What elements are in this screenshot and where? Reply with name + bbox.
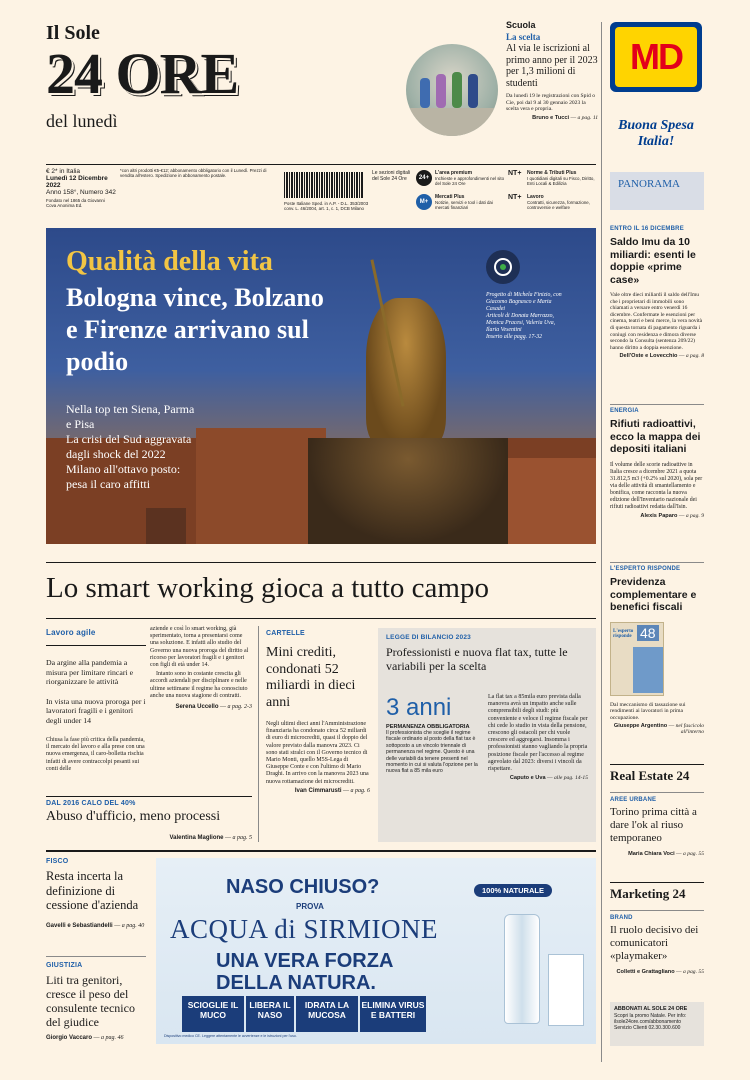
school-author: Bruno e Tucci <box>532 114 570 121</box>
md-line2: Italia! <box>637 134 675 149</box>
abuso-kicker: DAL 2016 CALO DEL 40% <box>46 800 136 807</box>
energia-rule <box>610 562 704 563</box>
fisco-headline[interactable]: Resta incerta la definizione di cessione d'azienda <box>46 869 139 912</box>
strip-top-rule <box>46 164 596 165</box>
subscribe-box[interactable] <box>610 1002 704 1046</box>
hero-project: Progetto di Michela Finizio, con Giacomo Bagnasco e Marta Casadei <box>486 292 562 312</box>
mk-page: a pag. 55 <box>683 969 704 975</box>
service-1[interactable] <box>416 170 506 186</box>
smart-author: Serena Uccello <box>175 704 219 711</box>
abuso-top-rule <box>46 796 252 797</box>
school-headline[interactable]: Al via le iscrizioni al primo anno per il 2023 per 1,3 milioni di studenti <box>506 43 598 89</box>
acqua-benefit-2: LIBERA IL NASO <box>246 996 294 1032</box>
hero-sub3: Milano all'ottavo posto: pesa il caro affitti <box>66 462 181 491</box>
re-author: Maria Chiara Voci <box>628 851 675 857</box>
re-page: a pag. 55 <box>683 851 704 857</box>
school-text: Da lunedì 19 le registrazioni con Spid o Cie, poi dal 9 al 30 gennaio 2023 la scelta vera e propria. <box>506 93 596 113</box>
re-headline[interactable]: Torino prima città a dare l'ok al riuso temporaneo <box>610 806 697 844</box>
acqua-claim2: DELLA NATURA. <box>216 972 376 994</box>
fisco-kicker: FISCO <box>46 858 69 865</box>
giustizia-kicker: GIUSTIZIA <box>46 962 83 969</box>
hero-headline[interactable]: Bologna vince, Bolzano e Firenze arrivano sul podio <box>66 283 324 376</box>
md-logo <box>610 22 702 92</box>
school-photo <box>406 44 498 136</box>
service-1-title: L'area premium <box>435 170 473 176</box>
school-page: a pag. 11 <box>577 114 598 121</box>
mk-title[interactable]: Marketing 24 <box>610 886 686 901</box>
service-2-title: Mercati Plus <box>435 194 465 200</box>
issue: Anno 158°, Numero 342 <box>46 189 116 196</box>
re-rule <box>610 764 704 765</box>
esperto-headline[interactable]: Previdenza complementare e benefici fiscali <box>610 576 697 613</box>
acqua-benefit-4: ELIMINA VIRUS E BATTERI <box>360 996 426 1032</box>
md-ad[interactable] <box>608 22 704 162</box>
flat-big: 3 anni <box>386 694 452 721</box>
esperto-page: nel fascicolo all'interno <box>675 722 704 735</box>
school-label: La scelta <box>506 32 541 42</box>
abuso-story[interactable]: DAL 2016 CALO DEL 40% Abuso d'ufficio, meno processi Valentina Maglione — a pag. 5 <box>46 800 252 841</box>
fisco-rule <box>46 956 146 957</box>
service-2[interactable] <box>416 194 506 210</box>
cartelle-body: Negli ultimi dieci anni l'Amministrazione finanziaria ha condonato circa 52 miliardi di euro di microcrediti, quasi il doppio del valore previsto dalla manovra 2023. Ci sono stati stralci con il Governo tecnico di Mario Monti, quello M5S-Lega di Giuseppe Conte e con l'ultimo di Mario Draghi. In arrivo con la manovra 2023 una nuova rottamazione dei microcrediti. <box>266 721 369 785</box>
service-3[interactable] <box>508 170 598 186</box>
smart-headline[interactable]: Lo smart working gioca a tutto campo <box>46 572 489 604</box>
marketing-section[interactable]: Marketing 24 BRAND Il ruolo decisivo dei comunicatori «playmaker» Colletti e Grattagliano — a pag. 55 <box>610 886 704 975</box>
smart-kicker: Lavoro agile <box>46 628 146 646</box>
flat-tax-box[interactable] <box>378 628 596 842</box>
hero-articles: Articoli di Donata Marrazzo, Monica Pracesi, Valeria Uva, Ilaria Vesentini <box>486 313 556 333</box>
service-2-badge: M+ <box>416 194 432 210</box>
flat-box-kicker: PERMANENZA OBBLIGATORIA <box>386 724 470 730</box>
column-rule-right <box>601 22 602 1062</box>
info-strip <box>46 168 596 220</box>
flat-box-text: Il professionista che sceglie il regime fiscale ordinario al posto della flat tax è sottoposto a un vincolo triennale di permanenza nel regime. Questo è una delle variabili da tenere presenti nel momento in cui si valuta l'opzione per la nuova flat a 85 mila euro <box>386 730 478 775</box>
esperto-cover <box>610 622 664 696</box>
smart-body3: Intanto sono in costante crescita gli accordi aziendali per disciplinare e nelle ultime settimane il regime ha conosciuto anche una nuova stagione di contratti. <box>150 671 248 699</box>
flat-headline[interactable]: Professionisti e nuova flat tax, tutte le variabili per la scelta <box>386 645 568 673</box>
imu-rule <box>610 404 704 405</box>
esperto-body: Dal meccanismo di tassazione sui rendimenti ai lavoratori in prima occupazione. <box>610 701 686 722</box>
md-line1: Buona Spesa <box>618 118 694 133</box>
esperto-author: Giuseppe Argentino <box>613 722 668 729</box>
acqua-claim1: UNA VERA FORZA <box>216 950 394 972</box>
smart-body2: aziende e così lo smart working, già sperimentato, torna a presentarsi come una soluzione. E infatti allo studio del Governo una nuova proroga del diritto al ricorso per lavoratori fragili e i genitori con figli di età under 14. <box>150 626 249 669</box>
energia-page: a pag. 9 <box>685 512 704 519</box>
mk-headline[interactable]: Il ruolo decisivo dei comunicatori «playmaker» <box>610 924 699 962</box>
acqua-ad[interactable] <box>156 858 596 1044</box>
cartelle-page: a pag. 6 <box>350 787 370 794</box>
panorama-label[interactable]: PANORAMA <box>610 172 704 210</box>
cartelle-author: Ivan Cimmarusti <box>294 787 342 794</box>
date: Lunedì 12 Dicembre 2022 <box>46 175 108 189</box>
flat-aside <box>386 694 482 775</box>
energia-headline[interactable]: Rifiuti radioattivi, ecco la mappa dei depositi italiani <box>610 418 701 455</box>
service-1-badge: 24+ <box>416 170 432 186</box>
neptune-statue <box>366 298 446 448</box>
flat-kicker: LEGGE DI BILANCIO 2023 <box>386 634 471 641</box>
cartelle-story[interactable]: CARTELLE Mini crediti, condonati 52 miliardi in dieci anni Negli ultimi dieci anni l'Amministrazione finanziaria ha condonato circa 52 miliardi di euro di microcrediti, quasi il doppio del valore previsto dalla manovra 2023. Ci sono stati stralci con il Governo tecnico di Mario Monti, quello M5S-Lega di Giuseppe Conte e con l'ultimo di Mario Draghi. In arrivo con la manovra 2023 una nuova rottamazione dei microcrediti. Ivan Cimmarusti — a pag. 6 <box>266 630 370 794</box>
hero-kicker: Qualità della vita <box>66 246 273 277</box>
acqua-line1: NASO CHIUSO? <box>226 876 380 898</box>
smart-sub1: Da argine alla pandemia a misura per limitare rincari e riorganizzare le attività <box>46 658 134 686</box>
abuso-author: Valentina Maglione <box>169 835 224 841</box>
flat-col: La flat tax a 85mila euro prevista dalla manovra avrà un impatto anche sulle comprensibili degli studi: più conveniente e veloce il regime fiscale per chi cede lo studio in vista della pensione, crescono gli ostacoli per chi vuole crescere ed aggregarsi. Insomma i professionisti stanno vagliando la propria posizione fiscale per l'accesso al regime agevolato dal 2023: diversi i vincoli da rispettare. Caputo e Uva — alle pag. 14-15 <box>488 694 588 782</box>
flat-page: alle pag. 14-15 <box>553 775 588 782</box>
acqua-benefit-1: SCIOGLIE IL MUCO <box>182 996 244 1032</box>
esperto-cover-num: 48 <box>637 625 659 641</box>
cartelle-headline[interactable]: Mini crediti, condonati 52 miliardi in dieci anni <box>266 645 356 710</box>
smart-col2: aziende e così lo smart working, già sperimentato, torna a presentarsi come una soluzione. E infatti allo studio del Governo una nuova proroga del diritto al ricorso per lavoratori fragili e i genitori con figli di età under 14. Intanto sono in costante crescita gli accordi aziendali per disciplinare e nelle ultime settimane il regime ha conosciuto anche una nuova stagione di contratti. Serena Uccello — a pag. 2-3 <box>150 626 252 711</box>
fisco-story[interactable]: FISCO Resta incerta la definizione di cessione d'azienda Gavelli e Sebastiandelli — a pag. 40 <box>46 858 145 929</box>
giustizia-story[interactable]: GIUSTIZIA Liti tra genitori, cresce il peso del consulente tecnico del giudice Giorgio Vaccaro — a pag. 46 <box>46 962 146 1041</box>
hero-sub1: Nella top ten Siena, Parma e Pisa <box>66 402 195 431</box>
esperto-cover-title: L'esperto risponde <box>613 628 634 639</box>
service-1-text: Inchieste e approfondimenti nel sito del Sole 24 Ore <box>435 176 505 187</box>
esperto-kicker: L'ESPERTO RISPONDE <box>610 566 681 572</box>
abuso-headline[interactable]: Abuso d'ufficio, meno processi <box>46 809 221 824</box>
founded: Fondato nel 1865 da Giovanni Cova Anonima Ed. <box>46 198 105 209</box>
strip-fine: *con altri prodotti €5-€12; abbonamento obbligatorio con il Lunedì. Prezzi di vendita all'estero. Spedizione in abbonamento postale. <box>120 168 267 179</box>
acqua-benefit-3: IDRATA LA MUCOSA <box>296 996 358 1032</box>
energia-author: Alexis Paparo <box>640 512 678 519</box>
acqua-badge: 100% NATURALE <box>474 884 552 897</box>
smart-sub2: In vista una nuova proroga per i lavoratori fragili e i genitori degli under 14 <box>46 696 146 725</box>
school-story[interactable]: Scuola La scelta Al via le iscrizioni al primo anno per il 2023 per 1,3 milioni di studenti Da lunedì 19 le registrazioni con Spid o Cie, poi dal 9 al 30 gennaio 2023 la scelta vera e propria. Bruno e Tucci — a pag. 11 <box>506 20 598 121</box>
school-kicker: Scuola <box>506 20 536 30</box>
masthead-title[interactable]: 24 ORE <box>46 41 239 106</box>
col-rule-a <box>258 626 259 842</box>
re-kicker: AREE URBANE <box>610 792 704 803</box>
fisco-author: Gavelli e Sebastiandelli <box>46 922 113 929</box>
barcode <box>284 172 364 198</box>
strip-sezioni: Le sezioni digitali del Sole 24 Ore <box>372 170 411 182</box>
masthead-subtitle: del lunedì <box>46 111 118 131</box>
acqua-line2: PROVA <box>296 902 324 911</box>
subscribe-title: ABBONATI AL SOLE 24 ORE <box>614 1006 688 1012</box>
price: € 2* in Italia <box>46 168 80 175</box>
qualita-icon <box>486 250 520 284</box>
service-3-title: Norme & Tributi Plus <box>527 170 577 176</box>
smart-page: a pag. 2-3 <box>227 704 252 711</box>
hero-credits <box>486 292 566 341</box>
imu-kicker: ENTRO IL 16 DICEMBRE <box>610 226 684 232</box>
imu-author: Dell'Oste e Lovecchio <box>619 353 678 360</box>
lower-rule <box>46 850 596 852</box>
giustizia-page: a pag. 46 <box>101 1035 124 1041</box>
hero-bottom-rule <box>46 562 596 563</box>
flat-author: Caputo e Uva <box>509 775 546 782</box>
masthead-il-sole: Il Sole <box>46 22 100 44</box>
masthead <box>46 22 316 162</box>
acqua-bottle <box>504 914 540 1024</box>
md-logo-text: MD <box>630 36 682 77</box>
energia-story[interactable]: ENERGIA Rifiuti radioattivi, ecco la mappa dei depositi italiani Il volume delle scorie radioattive in Italia cresce a dicembre 2021 a quota 31.812,5 m3 (+0.2% sul 2020), sola per via delle attività di smantellamento e bonifica, come racconta la nuova edizione dell'Inventario nazionale dei rifiuti radioattivi redatta dall'Isin. Alexis Paparo — a pag. 9 <box>610 408 704 519</box>
acqua-legal: Dispositivo medico CE. Leggere attentamente le avvertenze e le istruzioni per l'uso. <box>164 1034 297 1038</box>
service-4-title: Lavoro <box>527 194 544 200</box>
service-4-badge: NT+ <box>508 194 522 201</box>
fisco-page: a pag. 40 <box>121 922 145 929</box>
giustizia-headline[interactable]: Liti tra genitori, cresce il peso del consulente tecnico del giudice <box>46 973 135 1029</box>
mk-author: Colletti e Grattagliano <box>616 969 675 975</box>
acqua-box <box>548 954 584 1026</box>
service-2-text: Notizie, servizi e tool i dati dai mercati finanziari <box>435 200 493 211</box>
imu-headline[interactable]: Saldo Imu da 10 miliardi: esenti le doppie «prime case» <box>610 236 696 286</box>
abuso-page: a pag. 5 <box>232 835 252 841</box>
mk-kicker: BRAND <box>610 910 704 921</box>
service-3-text: I quotidiani digitali su Fisco, Diritto, Enti Locali & Edilizia <box>527 176 595 187</box>
smart-body1: Chiusa la fase più critica della pandemia, il mercato del lavoro e alla prese con una nuova emergenza, il caro-bolletta rischia infatti di avere contraccolpi pesanti sui conti delle <box>46 737 145 772</box>
barcode-text: Poste Italiane Sped. in A.P. - D.L. 353/2003 conv. L. 46/2004, art. 1, c. 1, DCB Milano <box>284 201 369 212</box>
cartelle-kicker: CARTELLE <box>266 630 305 637</box>
smart-rule <box>46 618 596 619</box>
esperto-story[interactable]: L'ESPERTO RISPONDE Previdenza complementare e benefici fiscali L'esperto risponde 48 Dal meccanismo di tassazione sui rendimenti ai lavoratori in prima occupazione. Giuseppe Argentino — nel fascicolo all'interno <box>610 566 704 735</box>
imu-page: a pag. 8 <box>685 353 704 360</box>
imu-story[interactable]: ENTRO IL 16 DICEMBRE Saldo Imu da 10 miliardi: esenti le doppie «prime case» Vale oltre dieci miliardi il saldo dell'Imu che i proprietari di immobili sono chiamati a versare entro venerdì 16 dicembre. Confermate le esenzioni per cinema, teatri e beni merce, la vera novità di questa tornata di pagamento riguarda i coniugi con residenza e dimora diverse secondo la Consulta (sentenza 209/22) hanno diritto a doppia esenzione. Dell'Oste e Lovecchio — a pag. 8 <box>610 226 704 360</box>
energia-kicker: ENERGIA <box>610 408 639 414</box>
hero-sub2: La crisi del Sud aggravata dagli shock del 2022 <box>66 432 192 461</box>
mk-rule <box>610 882 704 883</box>
hero-insert: Inserto alle pagg. 17-32 <box>486 334 543 340</box>
flat-body: La flat tax a 85mila euro prevista dalla manovra avrà un impatto anche sulle comprensibili degli studi: più conveniente e veloce il regime fiscale per chi cede lo studio in vista della pensione, crescono gli ostacoli per chi vuole crescere ed aggregarsi. Insomma i professionisti stanno vagliando la propria posizione fiscale per l'accesso al regime agevolato dal 2023: diversi i vincoli da rispettare. <box>488 694 588 773</box>
giustizia-author: Giorgio Vaccaro <box>46 1035 93 1041</box>
smart-col1 <box>46 628 146 773</box>
imu-body: Vale oltre dieci miliardi il saldo dell'Imu che i proprietari di immobili sono chiamati a versare entro venerdì 16 dicembre. Confermate le esenzioni per cinema, teatri e beni merce, la vera novità di questa tornata di pagamento riguarda i coniugi con residenza e dimora diverse secondo la Consulta (sentenza 209/22) hanno diritto a doppia esenzione. <box>610 292 703 351</box>
real-estate-section[interactable]: Real Estate 24 AREE URBANE Torino prima città a dare l'ok al riuso temporaneo Maria Chiara Voci — a pag. 55 <box>610 768 704 857</box>
subscribe-text: Scopri la promo Natale. Per info: ilsole24ore.com/abbonamento Servizio Clienti 02.30.300.600 <box>614 1013 687 1031</box>
service-3-badge: NT+ <box>508 170 522 177</box>
acqua-brand: ACQUA di SIRMIONE <box>170 914 439 944</box>
service-4-text: Contratti, sicurezza, formazione, controversie e welfare <box>527 200 590 211</box>
re-title[interactable]: Real Estate 24 <box>610 768 690 783</box>
service-4[interactable] <box>508 194 598 210</box>
energia-body: Il volume delle scorie radioattive in Italia cresce a dicembre 2021 a quota 31.812,5 m3 (+0.2% sul 2020), sola per via delle attività di smantellamento e bonifica, come racconta la nuova edizione dell'Inventario nazionale dei rifiuti radioattivi redatta dall'Isin. <box>610 461 703 510</box>
